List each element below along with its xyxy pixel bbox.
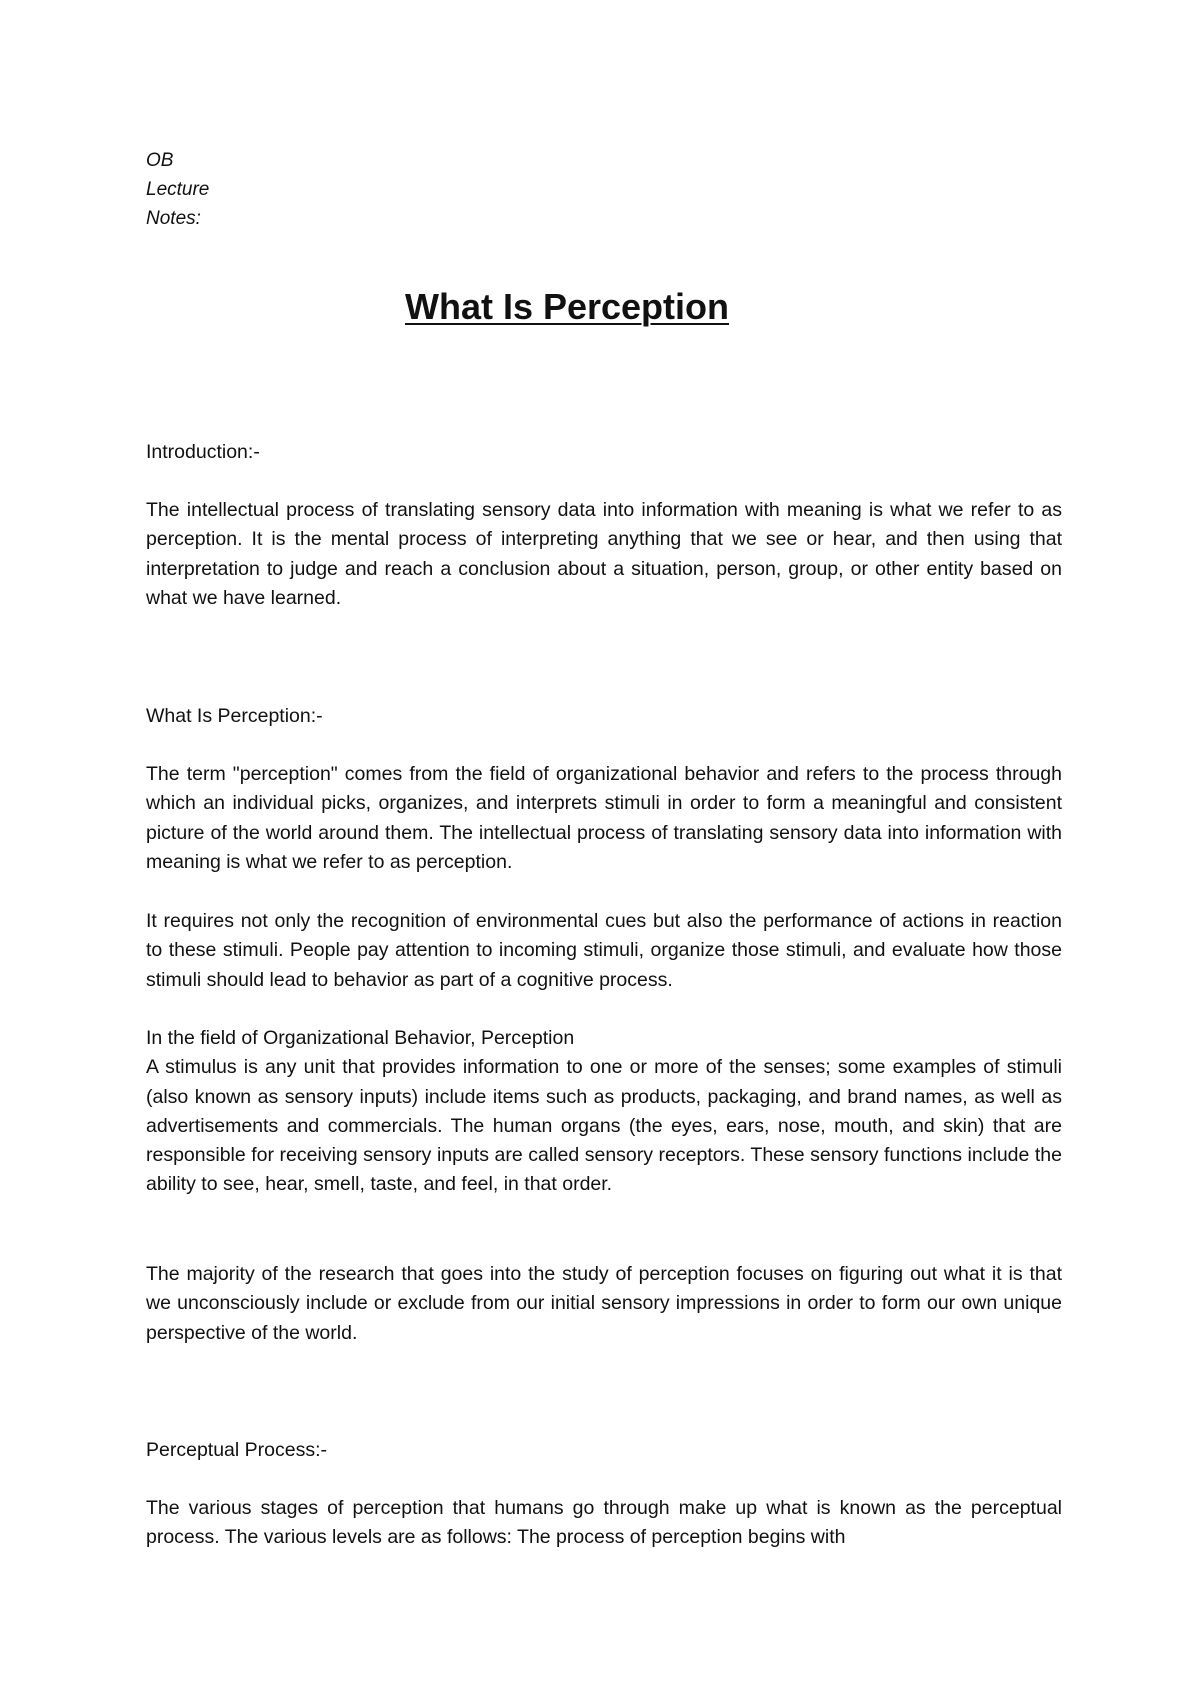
paragraph-introduction: The intellectual process of translating sensory data into information with meaning is what we refer to as perception. It is the mental process of interpreting anything that we see or hear, and then using that interpretation to judge and reach a conclusion about a situation, person, group, or other entity based on what we have learned.: [146, 499, 1062, 609]
page-title: What Is Perception: [404, 286, 730, 327]
paragraph-what-is-2: It requires not only the recognition of environmental cues but also the performance of actions in reaction to these stimuli. People pay attention to incoming stimuli, organize those stimuli, and evaluate how those stimuli should lead to behavior as part of a cognitive process.: [146, 910, 1062, 991]
section-heading-perceptual-process: Perceptual Process:-: [146, 1439, 327, 1461]
header-line-course: OB: [146, 150, 174, 171]
paragraph-what-is-3: [146, 1024, 1062, 1200]
paragraph-perceptual-process: The various stages of perception that humans go through make up what is known as the perceptual process. The various levels are as follows: The process of perception begins with: [146, 1497, 1062, 1549]
section-heading-what-is-perception: What Is Perception:-: [146, 705, 323, 727]
paragraph-what-is-1: The term "perception" comes from the field of organizational behavior and refers to the process through which an individual picks, organizes, and interprets stimuli in order to form a meaningful and consistent picture of the world around them. The intellectual process of translating sensory data into information with meaning is what we refer to as perception.: [146, 763, 1062, 873]
course-header: [146, 146, 209, 233]
header-line-lecture: Lecture: [146, 179, 210, 200]
paragraph-what-is-3-body: A stimulus is any unit that provides information to one or more of the senses; some examples of stimuli (also known as sensory inputs) include items such as products, packaging, and brand names, as well as advertisements and commercials. The human organs (the eyes, ears, nose, mouth, and skin) that are responsible for receiving sensory inputs are called sensory receptors. These sensory functions include the ability to see, hear, smell, taste, and feel, in that order.: [146, 1056, 1062, 1196]
section-heading-introduction: Introduction:-: [146, 441, 260, 463]
paragraph-what-is-4: The majority of the research that goes into the study of perception focuses on figuring out what it is that we unconsciously include or exclude from our initial sensory impressions in order to form our own unique perspective of the world.: [146, 1263, 1062, 1344]
header-line-notes: Notes:: [146, 208, 201, 229]
paragraph-lead-line: In the field of Organizational Behavior, Perception: [146, 1027, 575, 1049]
